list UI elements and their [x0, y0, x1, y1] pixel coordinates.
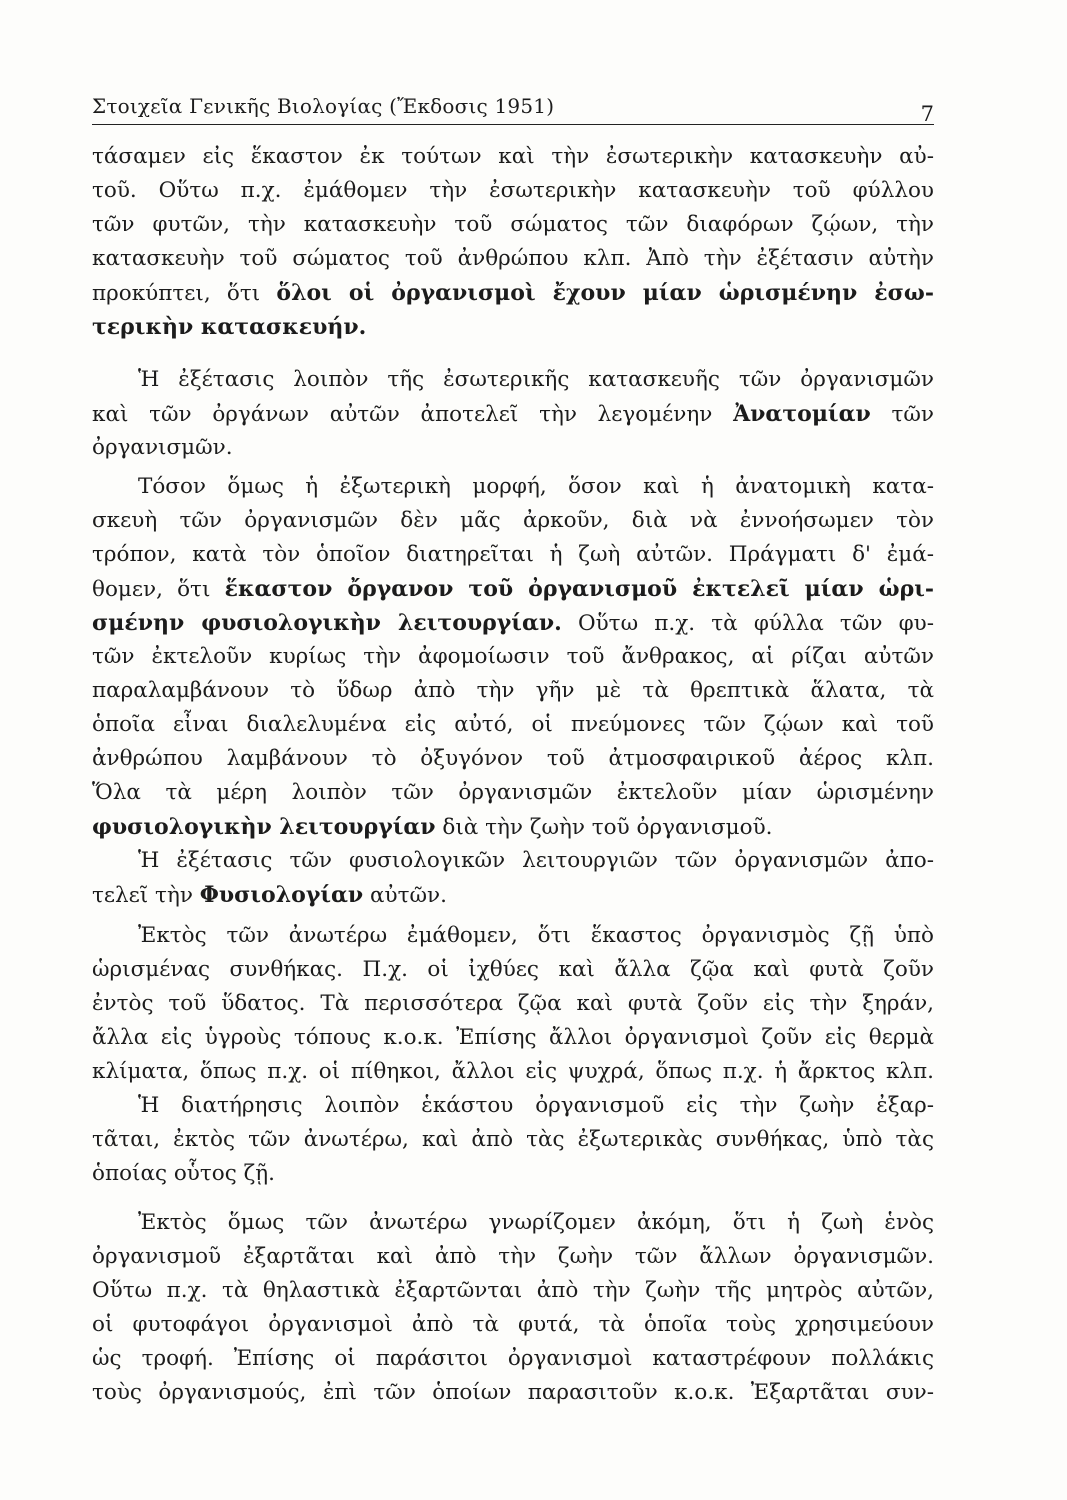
text-span: Οὕτω π.χ. τὰ θηλαστικὰ ἐξαρτῶνται ἀπὸ τὴν ζωὴν τῆς μητρὸς αὐτῶν, [92, 1278, 934, 1303]
bold-term: Φυσιολογίαν [199, 882, 364, 908]
text-span: ἐντὸς τοῦ ὕδατος. Τὰ περισσότερα ζῷα καὶ φυτὰ ζοῦν εἰς τὴν ξηράν, [92, 991, 934, 1016]
text-span: ὀργανισμοῦ ἐξαρτᾶται καὶ ἀπὸ τὴν ζωὴν τῶν ἄλλων ὀργανισμῶν. [92, 1244, 934, 1269]
text-span: ὁποῖα εἶναι διαλελυμένα εἰς αὐτό, οἱ πνεύμονες τῶν ζῴων καὶ τοῦ [92, 712, 934, 737]
bold-term: φυσιολογικὴν λειτουργίαν [92, 814, 436, 840]
text-span: ὁποίας οὗτος ζῇ. [92, 1161, 275, 1186]
text-line [92, 1342, 934, 1376]
text-span: προκύπτει, ὅτι [92, 281, 277, 306]
text-span: αὐτῶν. [363, 883, 447, 908]
text-span: ὡς τροφή. Ἐπίσης οἱ παράσιτοι ὀργανισμοὶ καταστρέφουν πολλάκις [92, 1346, 934, 1371]
text-span: καὶ τῶν ὀργάνων αὐτῶν ἀποτελεῖ τὴν λεγομένην [92, 402, 734, 427]
text-span: τῶν ἐκτελοῦν κυρίως τὴν ἀφομοίωσιν τοῦ ἄνθρακος, αἱ ρίζαι αὐτῶν [92, 644, 934, 669]
text-line [92, 776, 934, 810]
bold-term: ὅλοι οἱ ὀργανισμοὶ ἔχουν μίαν ὡρισμένην ἐσω- [276, 280, 934, 306]
text-span: τρόπον, κατὰ τὸν ὁποῖον διατηρεῖται ἡ ζωὴ αὐτῶν. Πράγματι δ' ἐμά- [92, 542, 934, 567]
bold-term: τερικὴν κατασκευήν. [92, 314, 367, 340]
page-number: 7 [920, 102, 934, 126]
running-header [92, 88, 934, 125]
text-line [92, 674, 934, 708]
text-line [92, 310, 934, 344]
text-line [92, 538, 934, 572]
text-line [92, 878, 934, 912]
text-line [92, 844, 934, 878]
bold-term: σμένην φυσιολογικὴν λειτουργίαν. [92, 610, 562, 636]
text-span: οἱ φυτοφάγοι ὀργανισμοὶ ἀπὸ τὰ φυτά, τὰ ὁποῖα τοὺς χρησιμεύουν [92, 1312, 934, 1337]
text-span: τῶν [870, 402, 934, 427]
text-span: Ἡ ἐξέτασις τῶν φυσιολογικῶν λειτουργιῶν τῶν ὀργανισμῶν ἀπο- [138, 848, 934, 873]
text-line [92, 640, 934, 674]
text-span: παραλαμβάνουν τὸ ὕδωρ ἀπὸ τὴν γῆν μὲ τὰ θρεπτικὰ ἅλατα, τὰ [92, 678, 934, 703]
text-span: τοὺς ὀργανισμούς, ἐπὶ τῶν ὁποίων παρασιτοῦν κ.ο.κ. Ἐξαρτᾶται συν- [92, 1380, 934, 1405]
text-span: Οὕτω π.χ. τὰ φύλλα τῶν φυ- [561, 611, 934, 636]
text-line [92, 1308, 934, 1342]
text-line [92, 953, 934, 987]
text-span: τᾶται, ἐκτὸς τῶν ἀνωτέρω, καὶ ἀπὸ τὰς ἐξωτερικὰς συνθήκας, ὑπὸ τὰς [92, 1127, 934, 1152]
bold-term: ἕκαστον ὄργανον τοῦ ὀργανισμοῦ ἐκτελεῖ μίαν ὡρι- [224, 576, 935, 602]
text-span: σκευὴ τῶν ὀργανισμῶν δὲν μᾶς ἀρκοῦν, διὰ νὰ ἐννοήσωμεν τὸν [92, 508, 934, 533]
text-span: κλίματα, ὅπως π.χ. οἱ πίθηκοι, ἄλλοι εἰς ψυχρά, ὅπως π.χ. ἡ ἄρκτος κλπ. [92, 1059, 934, 1084]
text-line [92, 1021, 934, 1055]
text-span: διὰ τὴν ζωὴν τοῦ ὀργανισμοῦ. [435, 815, 773, 840]
text-line [92, 397, 934, 431]
text-line [92, 1089, 934, 1123]
text-line [92, 363, 934, 397]
text-span: τῶν φυτῶν, τὴν κατασκευὴν τοῦ σώματος τῶν διαφόρων ζῴων, τὴν [92, 212, 934, 237]
text-span: Ὅλα τὰ μέρη λοιπὸν τῶν ὀργανισμῶν ἐκτελοῦν μίαν ὡρισμένην [92, 780, 934, 805]
text-span: Ἡ διατήρησις λοιπὸν ἑκάστου ὀργανισμοῦ εἰς τὴν ζωὴν ἐξαρ- [138, 1093, 934, 1118]
text-line [92, 140, 934, 174]
text-span: θομεν, ὅτι [92, 577, 225, 602]
text-line [92, 174, 934, 208]
text-line [92, 504, 934, 538]
text-span: τάσαμεν εἰς ἕκαστον ἐκ τούτων καὶ τὴν ἐσωτερικὴν κατασκευὴν αὐ- [92, 144, 934, 169]
text-span: ἀνθρώπου λαμβάνουν τὸ ὀξυγόνον τοῦ ἀτμοσφαιρικοῦ ἀέρος κλπ. [92, 746, 934, 771]
text-line [92, 1157, 934, 1191]
text-line [92, 1123, 934, 1157]
text-line [92, 742, 934, 776]
text-line [92, 208, 934, 242]
text-line [92, 919, 934, 953]
text-span: Ἡ ἐξέτασις λοιπὸν τῆς ἐσωτερικῆς κατασκευῆς τῶν ὀργανισμῶν [138, 367, 934, 392]
text-line [92, 810, 934, 844]
text-line [92, 1206, 934, 1240]
text-line [92, 987, 934, 1021]
bold-term: Ἀνατομίαν [733, 401, 871, 427]
text-line [92, 1376, 934, 1410]
text-span: τοῦ. Οὕτω π.χ. ἐμάθομεν τὴν ἐσωτερικὴν κατασκευὴν τοῦ φύλλου [92, 178, 934, 203]
text-span: ἄλλα εἰς ὑγροὺς τόπους κ.ο.κ. Ἐπίσης ἄλλοι ὀργανισμοὶ ζοῦν εἰς θερμὰ [92, 1025, 934, 1050]
text-span: Ἐκτὸς ὅμως τῶν ἀνωτέρω γνωρίζομεν ἀκόμη, ὅτι ἡ ζωὴ ἑνὸς [138, 1210, 934, 1235]
text-line [92, 708, 934, 742]
text-line [92, 276, 934, 310]
text-span: κατασκευὴν τοῦ σώματος τοῦ ἀνθρώπου κλπ. Ἀπὸ τὴν ἐξέτασιν αὐτὴν [92, 246, 934, 271]
text-span: Τόσον ὅμως ἡ ἐξωτερικὴ μορφή, ὅσον καὶ ἡ ἀνατομικὴ κατα- [138, 474, 934, 499]
text-line [92, 1055, 934, 1089]
text-span: ὡρισμένας συνθήκας. Π.χ. οἱ ἰχθύες καὶ ἄλλα ζῷα καὶ φυτὰ ζοῦν [92, 957, 934, 982]
text-line [92, 242, 934, 276]
text-line [92, 572, 934, 606]
header-title: Στοιχεῖα Γενικῆς Βιολογίας (Ἔκδοσις 1951) [92, 94, 555, 118]
text-span: ὀργανισμῶν. [92, 435, 233, 460]
text-span: Ἐκτὸς τῶν ἀνωτέρω ἐμάθομεν, ὅτι ἕκαστος ὀργανισμὸς ζῇ ὑπὸ [138, 923, 934, 948]
text-line [92, 1240, 934, 1274]
text-span: τελεῖ τὴν [92, 883, 200, 908]
text-line [92, 606, 934, 640]
text-line [92, 1274, 934, 1308]
text-line [92, 431, 934, 465]
text-line [92, 470, 934, 504]
